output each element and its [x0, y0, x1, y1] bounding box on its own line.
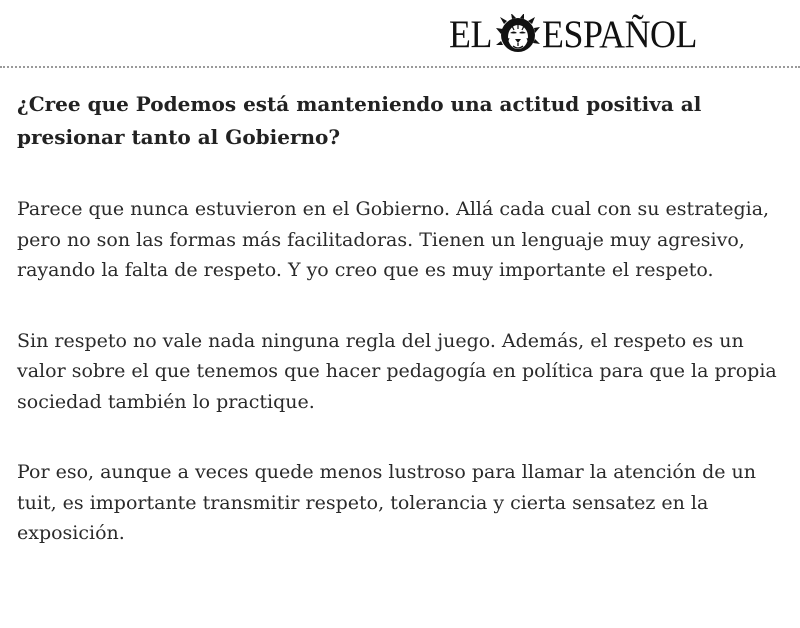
interview-article [17, 88, 787, 549]
logo-text-el: EL [449, 12, 492, 56]
logo-text-espanol: ESPAÑOL [541, 12, 697, 56]
answer-paragraph: Por eso, aunque a veces quede menos lustroso para llamar la atención de un tuit, es importante transmitir respeto, tolerancia y cierta sensatez en la exposición. [17, 461, 756, 544]
header-divider [0, 66, 800, 68]
interview-question: ¿Cree que Podemos está manteniendo una actitud positiva al presionar tanto al Gobierno? [17, 92, 702, 149]
lion-head-icon [495, 14, 541, 54]
masthead [0, 0, 800, 66]
site-logo[interactable] [449, 12, 710, 56]
answer-paragraph: Sin respeto no vale nada ninguna regla del juego. Además, el respeto es un valor sobre el que tenemos que hacer pedagogía en política para que la propia sociedad también lo practique. [17, 329, 777, 413]
answer-paragraph: Parece que nunca estuvieron en el Gobierno. Allá cada cual con su estrategia, pero no son las formas más facilitadoras. Tienen un lenguaje muy agresivo, rayando la falta de respeto. Y yo creo que es muy importante el respeto. [17, 198, 770, 281]
